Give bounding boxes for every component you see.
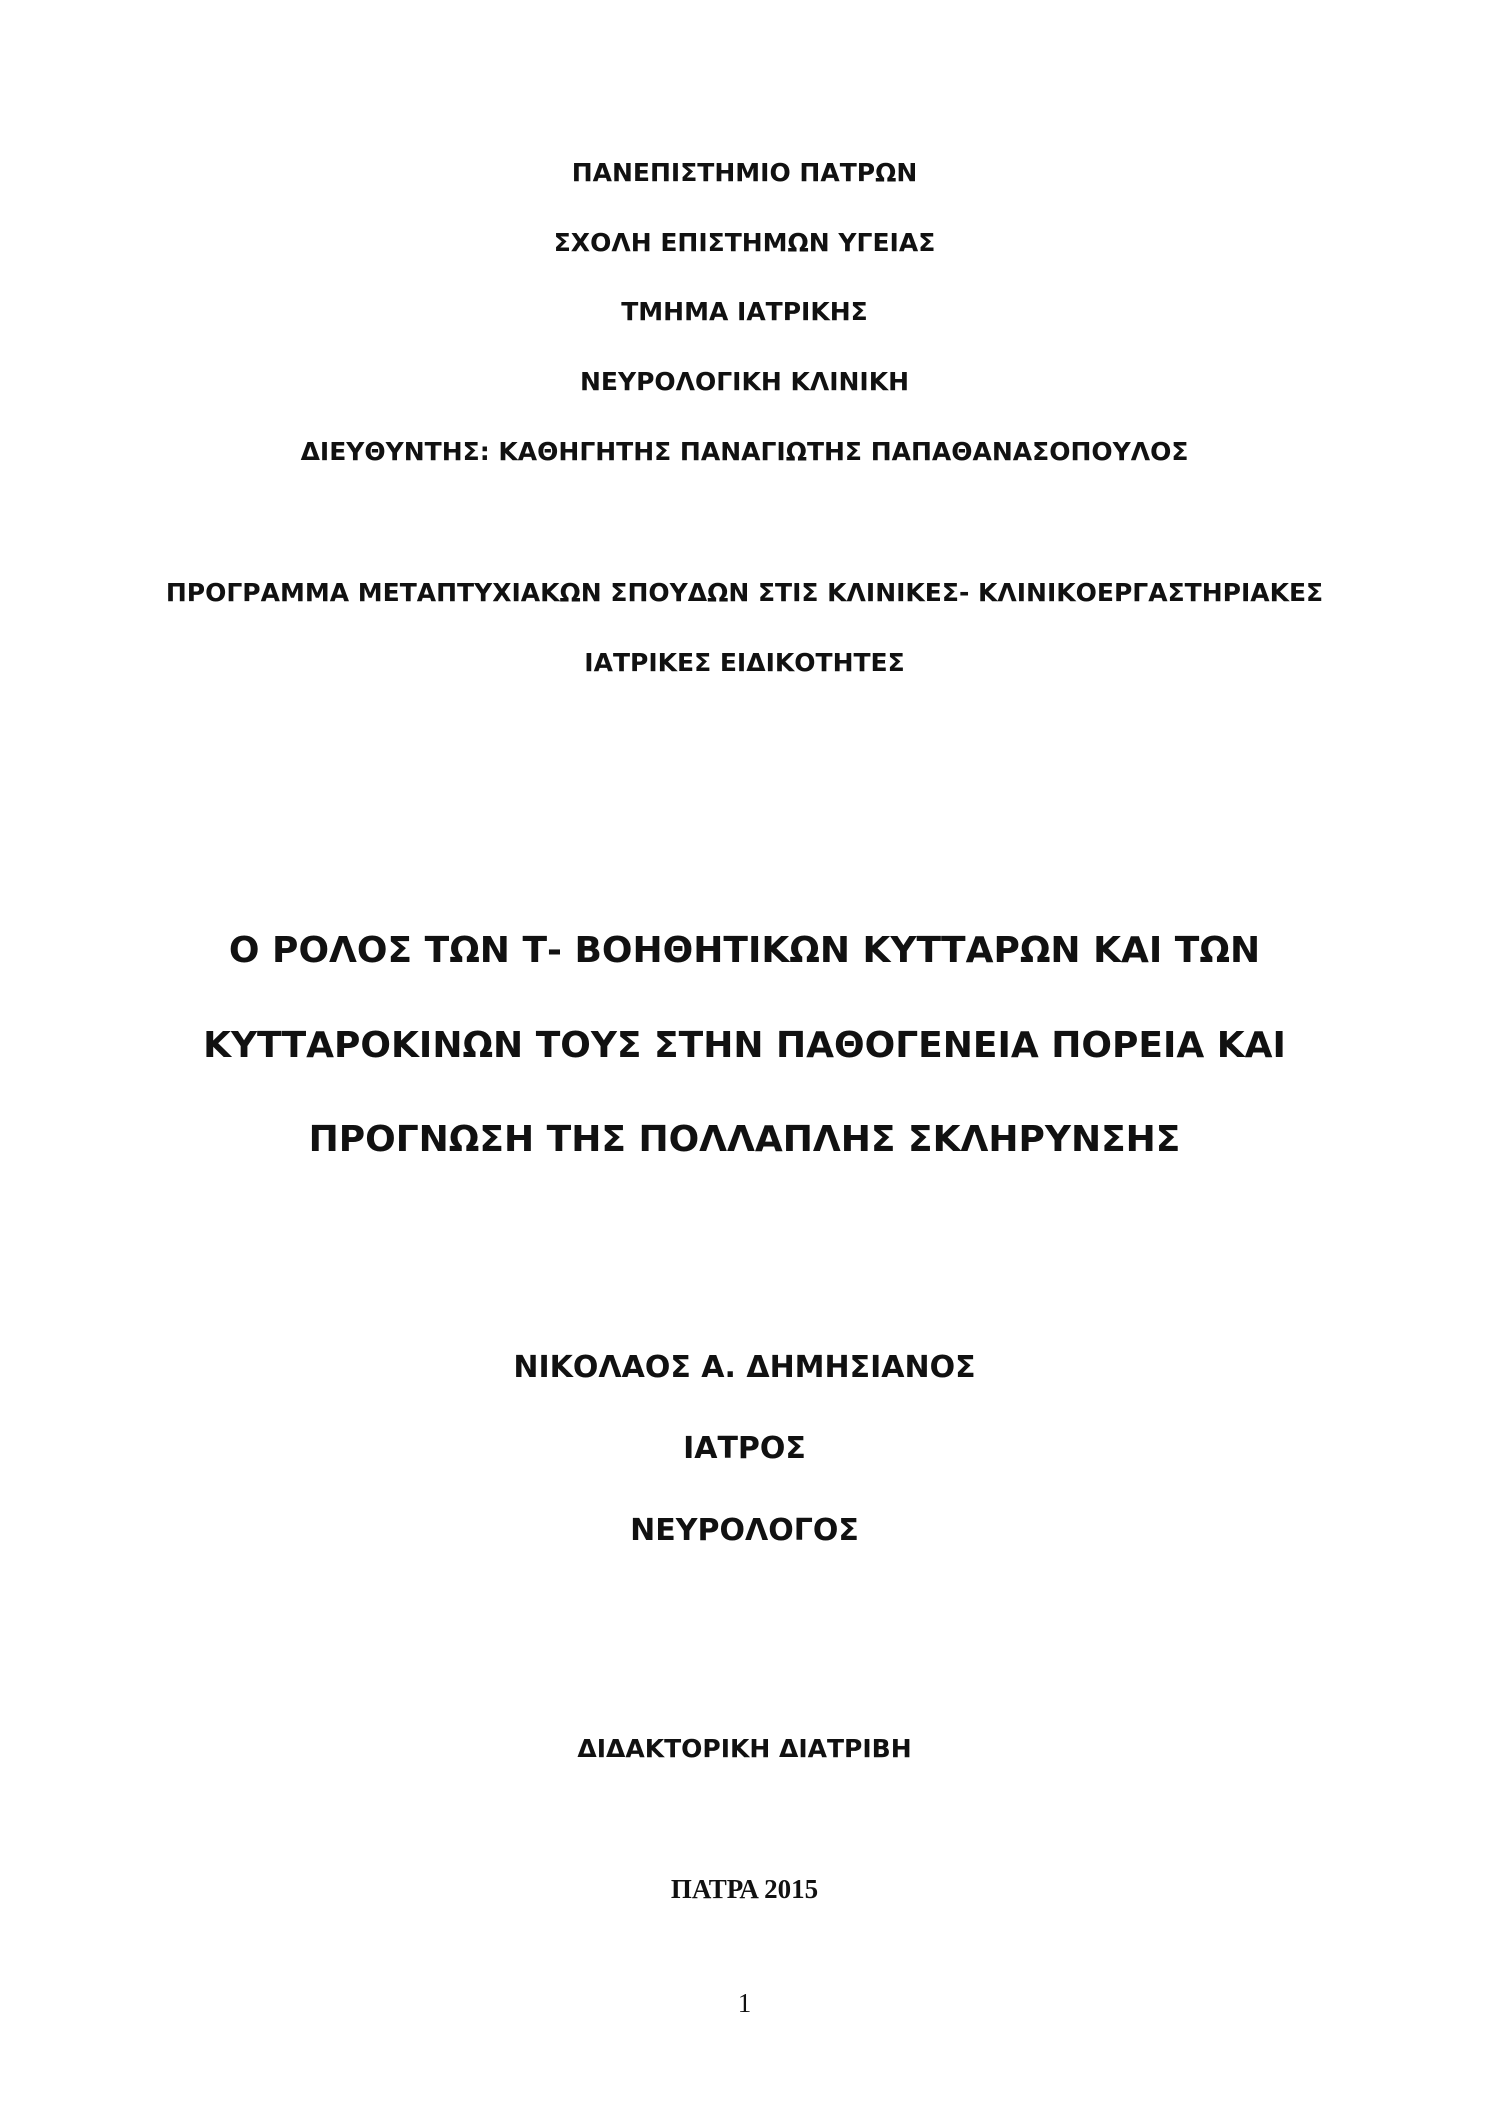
- page-number: 1: [737, 1988, 752, 2018]
- header-clinic: ΝΕΥΡΟΛΟΓΙΚΗ ΚΛΙΝΙΚΗ: [579, 367, 910, 396]
- header-school: ΣΧΟΛΗ ΕΠΙΣΤΗΜΩΝ ΥΓΕΙΑΣ: [553, 228, 936, 257]
- place-year: ΠΑΤΡΑ 2015: [670, 1874, 819, 1904]
- thesis-title-line-1: Ο ΡΟΛΟΣ ΤΩΝ Τ- ΒΟΗΘΗΤΙΚΩΝ ΚΥΤΤΑΡΩΝ ΚΑΙ ΤΩΝ: [228, 930, 1261, 971]
- header-director: ΔΙΕΥΘΥΝΤΗΣ: ΚΑΘΗΓΗΤΗΣ ΠΑΝΑΓΙΩΤΗΣ ΠΑΠΑΘΑΝΑΣΟΠΟΥΛΟΣ: [300, 437, 1189, 466]
- thesis-title-line-2: ΚΥΤΤΑΡΟΚΙΝΩΝ ΤΟΥΣ ΣΤΗΝ ΠΑΘΟΓΕΝΕΙΑ ΠΟΡΕΙΑ ΚΑΙ: [203, 1025, 1286, 1066]
- thesis-title-line-3: ΠΡΟΓΝΩΣΗ ΤΗΣ ΠΟΛΛΑΠΛΗΣ ΣΚΛΗΡΥΝΣΗΣ: [308, 1119, 1181, 1160]
- program-line-2: ΙΑΤΡΙΚΕΣ ΕΙΔΙΚΟΤΗΤΕΣ: [584, 648, 905, 677]
- author-name: ΝΙΚΟΛΑΟΣ Α. ΔΗΜΗΣΙΑΝΟΣ: [513, 1350, 976, 1385]
- document-type: ΔΙΔΑΚΤΟΡΙΚΗ ΔΙΑΤΡΙΒΗ: [577, 1734, 912, 1763]
- header-department: ΤΜΗΜΑ ΙΑΤΡΙΚΗΣ: [621, 297, 868, 326]
- author-role: ΙΑΤΡΟΣ: [683, 1431, 806, 1466]
- author-specialty: ΝΕΥΡΟΛΟΓΟΣ: [630, 1513, 859, 1548]
- program-line-1: ΠΡΟΓΡΑΜΜΑ ΜΕΤΑΠΤΥΧΙΑΚΩΝ ΣΠΟΥΔΩΝ ΣΤΙΣ ΚΛΙΝΙΚΕΣ- ΚΛΙΝΙΚΟΕΡΓΑΣΤΗΡΙΑΚΕΣ: [165, 578, 1324, 607]
- header-university: ΠΑΝΕΠΙΣΤΗΜΙΟ ΠΑΤΡΩΝ: [571, 158, 918, 187]
